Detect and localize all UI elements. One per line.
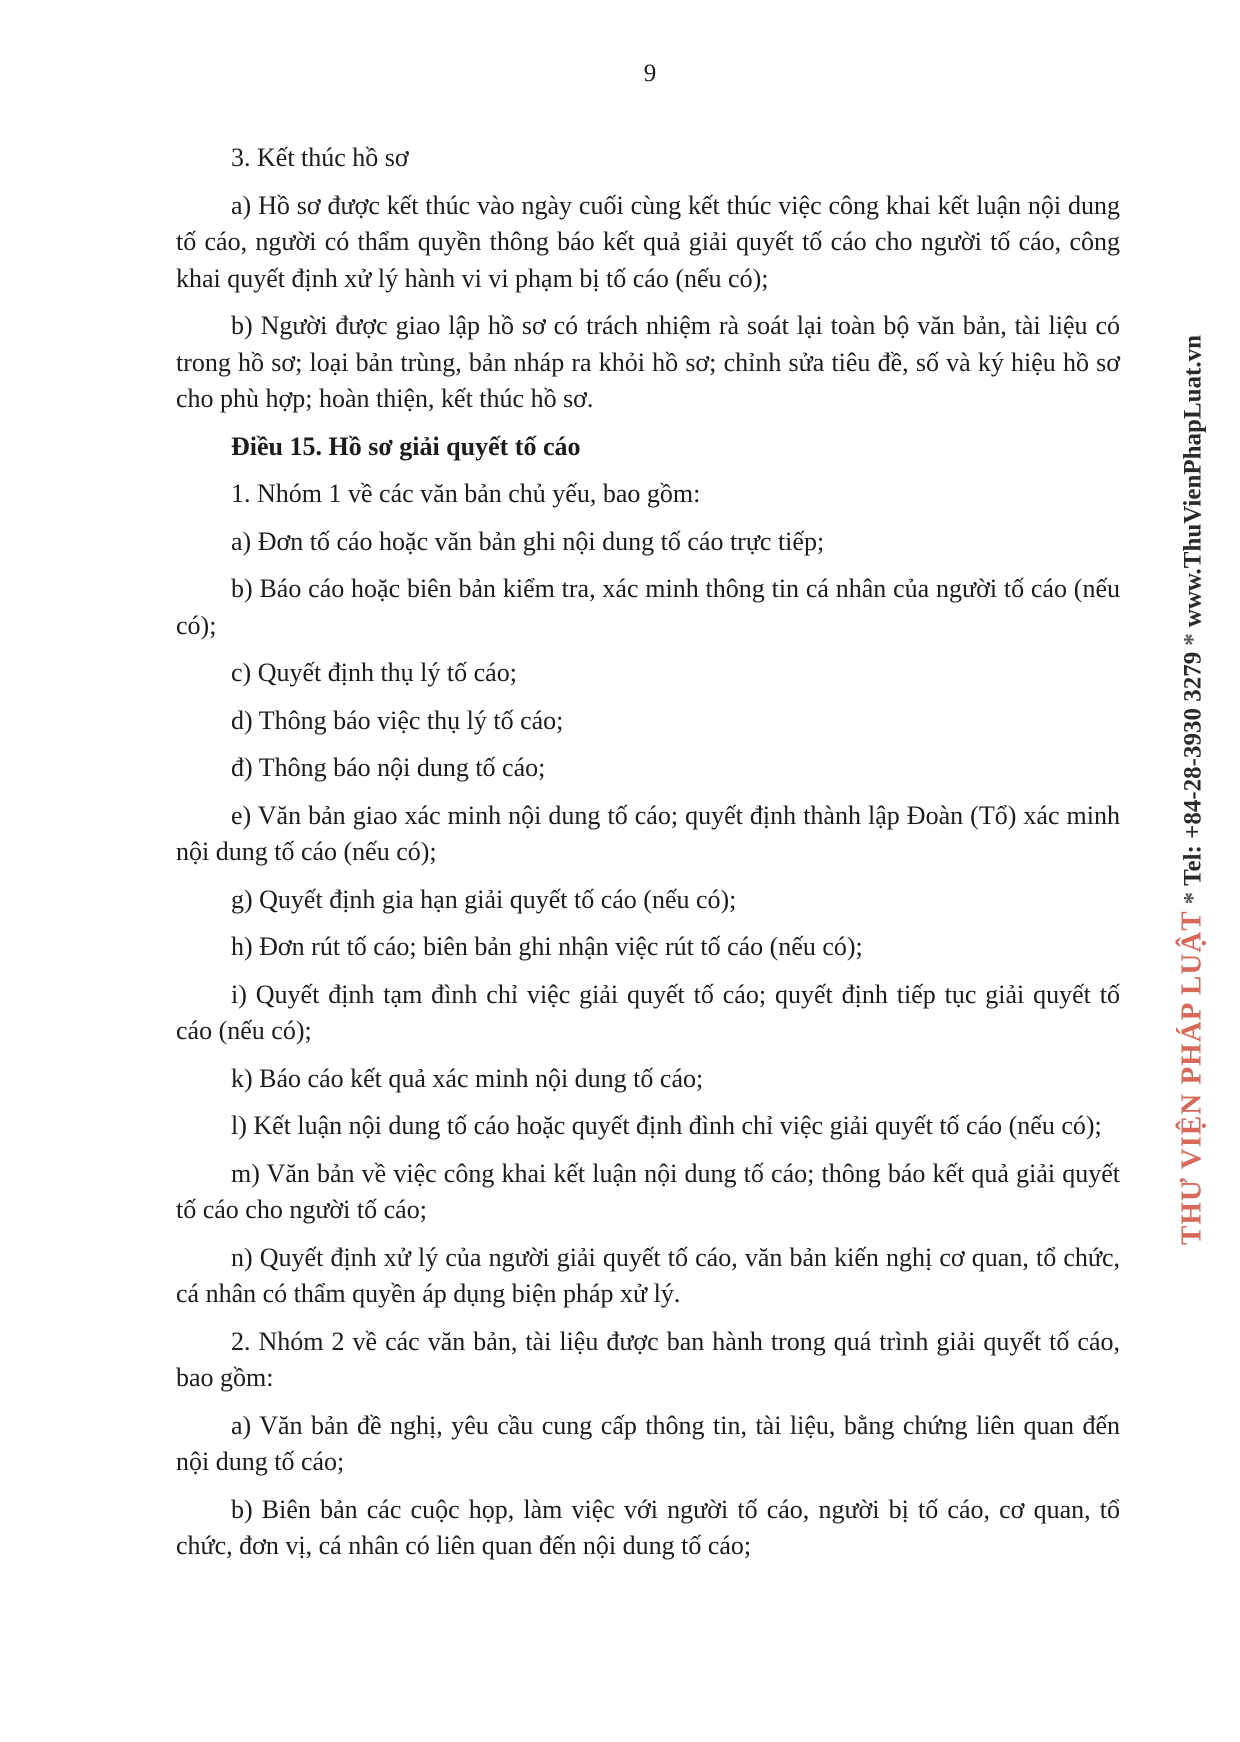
watermark-separator: *: [1179, 891, 1207, 905]
group-2-intro: 2. Nhóm 2 về các văn bản, tài liệu được ban hành trong quá trình giải quyết tố cáo, bao gồm:: [176, 1326, 1120, 1392]
group-1-item-g: g) Quyết định gia hạn giải quyết tố cáo (nếu có);: [231, 884, 737, 914]
group-1-item-d: d) Thông báo việc thụ lý tố cáo;: [231, 705, 564, 735]
group-1-item-k: k) Báo cáo kết quả xác minh nội dung tố cáo;: [231, 1063, 704, 1093]
group-2-item-b: b) Biên bản các cuộc họp, làm việc với người tố cáo, người bị tố cáo, cơ quan, tổ chức, đơn vị, cá nhân có liên quan đến nội dung tố cáo;: [176, 1494, 1120, 1560]
group-2-item-a: a) Văn bản đề nghị, yêu cầu cung cấp thông tin, tài liệu, bằng chứng liên quan đến nội dung tố cáo;: [176, 1410, 1120, 1476]
watermark-separator: *: [1179, 633, 1207, 646]
group-1-item-a: a) Đơn tố cáo hoặc văn bản ghi nội dung tố cáo trực tiếp;: [231, 526, 825, 556]
watermark-tel: Tel: +84-28-3930 3279: [1179, 651, 1207, 886]
page-number: 9: [643, 60, 657, 87]
group-1-item-i: i) Quyết định tạm đình chỉ việc giải quyết tố cáo; quyết định tiếp tục giải quyết tố cáo (nếu có);: [176, 979, 1120, 1045]
section-heading-ket-thuc-ho-so: 3. Kết thúc hồ sơ: [231, 143, 409, 172]
group-1-item-h: h) Đơn rút tố cáo; biên bản ghi nhận việc rút tố cáo (nếu có);: [231, 932, 863, 961]
group-1-item-dd: đ) Thông báo nội dung tố cáo;: [231, 753, 546, 782]
group-1-item-l: l) Kết luận nội dung tố cáo hoặc quyết định đình chỉ việc giải quyết tố cáo (nếu có);: [231, 1111, 1102, 1140]
group-1-intro: 1. Nhóm 1 về các văn bản chủ yếu, bao gồm:: [231, 479, 701, 508]
document-body: [176, 140, 1120, 1576]
group-1-item-e: e) Văn bản giao xác minh nội dung tố cáo; quyết định thành lập Đoàn (Tổ) xác minh nội dung tố cáo (nếu có);: [176, 800, 1120, 866]
watermark-brand: THƯ VIỆN PHÁP LUẬT: [1175, 910, 1208, 1246]
group-1-item-c: c) Quyết định thụ lý tố cáo;: [231, 658, 517, 687]
watermark-url: www.ThuVienPhapLuat.vn: [1179, 334, 1207, 628]
paragraph-item-b: b) Người được giao lập hồ sơ có trách nhiệm rà soát lại toàn bộ văn bản, tài liệu có trong hồ sơ; loại bản trùng, bản nháp ra khỏi hồ sơ; chỉnh sửa tiêu đề, số và ký hiệu hồ sơ cho phù hợp; hoàn thiện, kết thúc hồ sơ.: [176, 311, 1120, 413]
group-1-item-b: b) Báo cáo hoặc biên bản kiểm tra, xác minh thông tin cá nhân của người tố cáo (nếu có);: [176, 574, 1120, 640]
paragraph-item-a: a) Hồ sơ được kết thúc vào ngày cuối cùng kết thúc việc công khai kết luận nội dung tố cáo, người có thẩm quyền thông báo kết quả giải quyết tố cáo cho người tố cáo, công khai quyết định xử lý hành vi vi phạm bị tố cáo (nếu có);: [176, 190, 1120, 293]
group-1-item-n: n) Quyết định xử lý của người giải quyết tố cáo, văn bản kiến nghị cơ quan, tổ chức, cá nhân có thẩm quyền áp dụng biện pháp xử lý.: [176, 1242, 1120, 1308]
article-15-heading: Điều 15. Hồ sơ giải quyết tố cáo: [231, 431, 581, 461]
group-1-item-m: m) Văn bản về việc công khai kết luận nội dung tố cáo; thông báo kết quả giải quyết tố cáo cho người tố cáo;: [176, 1158, 1120, 1224]
